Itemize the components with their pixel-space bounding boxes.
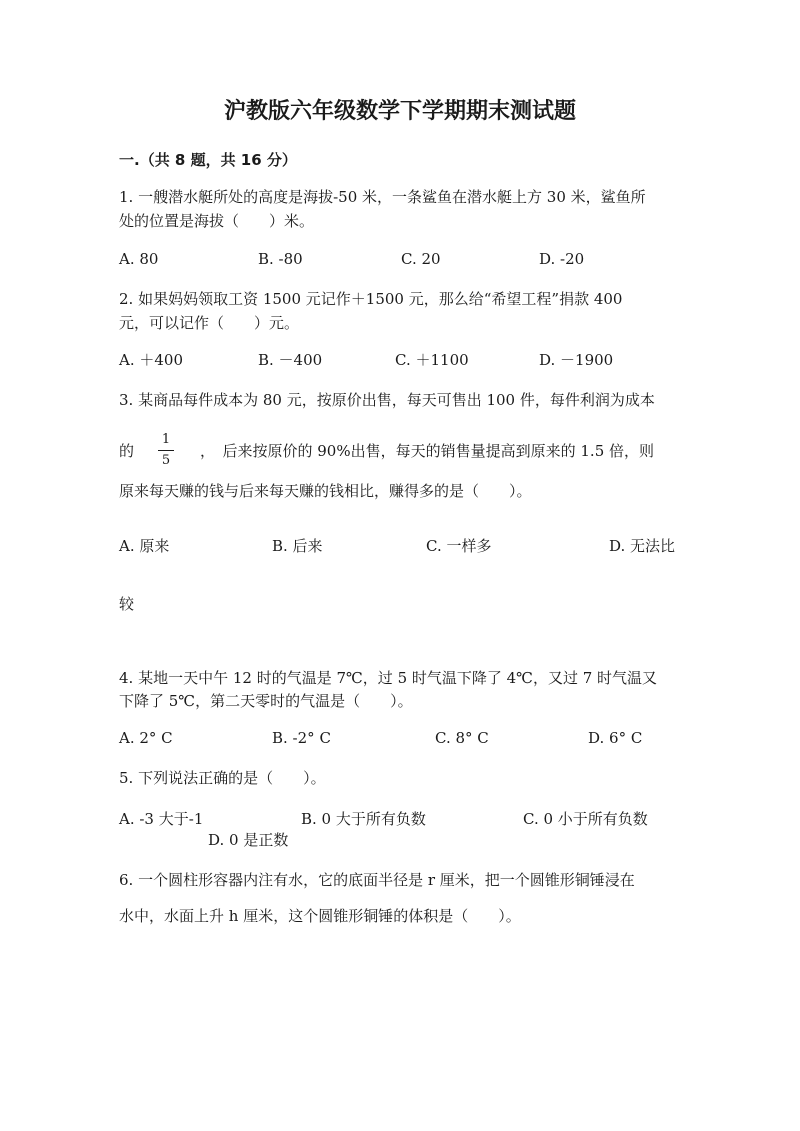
q3-option-a: A. 原来 bbox=[119, 537, 170, 555]
q4-line-2: 下降了 5℃，第二天零时的气温是（ ）。 bbox=[119, 692, 413, 710]
q2-option-d: D. －1900 bbox=[539, 351, 614, 369]
q5-option-d: D. 0 是正数 bbox=[208, 831, 289, 849]
q2-option-b: B. －400 bbox=[258, 351, 323, 369]
q3-line-3: 原来每天赚的钱与后来每天赚的钱相比，赚得多的是（ ）。 bbox=[119, 482, 532, 500]
q5-line-1: 5. 下列说法正确的是（ ）。 bbox=[119, 769, 326, 787]
q3-line-2-suffix: ， 后来按原价的 90%出售，每天的销售量提高到原来的 1.5 倍，则 bbox=[200, 442, 655, 460]
q5-option-b: B. 0 大于所有负数 bbox=[301, 810, 426, 828]
q4-line-1: 4. 某地一天中午 12 时的气温是 7℃，过 5 时气温下降了 4℃，又过 7 时气温又 bbox=[119, 669, 658, 687]
q1-line-1: 1. 一艘潜水艇所处的高度是海拔-50 米，一条鲨鱼在潜水艇上方 30 米，鲨鱼所 bbox=[119, 188, 646, 206]
q3-option-b: B. 后来 bbox=[272, 537, 323, 555]
q2-line-2: 元，可以记作（ ）元。 bbox=[119, 314, 300, 332]
fraction-denominator: 5 bbox=[161, 453, 171, 468]
q4-option-b: B. -2° C bbox=[272, 729, 331, 747]
fraction-bar bbox=[158, 450, 174, 451]
q1-option-a: A. 80 bbox=[119, 250, 159, 268]
q6-line-2: 水中，水面上升 h 厘米，这个圆锥形铜锤的体积是（ ）。 bbox=[119, 907, 521, 925]
fraction-numerator: 1 bbox=[161, 432, 171, 447]
q1-option-c: C. 20 bbox=[401, 250, 441, 268]
q4-option-c: C. 8° C bbox=[435, 729, 489, 747]
q1-option-d: D. -20 bbox=[539, 250, 585, 268]
q1-line-2: 处的位置是海拔（ ）米。 bbox=[119, 212, 315, 230]
q2-line-1: 2. 如果妈妈领取工资 1500 元记作＋1500 元，那么给“希望工程”捐款 400 bbox=[119, 290, 623, 308]
page-title: 沪教版六年级数学下学期期末测试题 bbox=[223, 99, 576, 124]
q1-option-b: B. -80 bbox=[258, 250, 303, 268]
q3-line-1: 3. 某商品每件成本为 80 元，按原价出售，每天可售出 100 件，每件利润为成本 bbox=[119, 391, 655, 409]
q3-option-d-continuation: 较 bbox=[119, 595, 135, 613]
q5-option-a: A. -3 大于-1 bbox=[119, 810, 204, 828]
q3-line-2-prefix: 的 bbox=[119, 442, 135, 460]
q4-option-a: A. 2° C bbox=[119, 729, 173, 747]
q3-option-c: C. 一样多 bbox=[426, 537, 492, 555]
fraction-one-fifth bbox=[158, 432, 174, 469]
q5-option-c: C. 0 小于所有负数 bbox=[523, 810, 648, 828]
q3-option-d: D. 无法比 bbox=[609, 537, 676, 555]
q2-option-c: C. ＋1100 bbox=[395, 351, 469, 369]
section-header: 一.（共 8 题，共 16 分） bbox=[119, 151, 297, 169]
q6-line-1: 6. 一个圆柱形容器内注有水，它的底面半径是 r 厘米，把一个圆锥形铜锤浸在 bbox=[119, 871, 635, 889]
q2-option-a: A. ＋400 bbox=[119, 351, 183, 369]
q4-option-d: D. 6° C bbox=[588, 729, 643, 747]
